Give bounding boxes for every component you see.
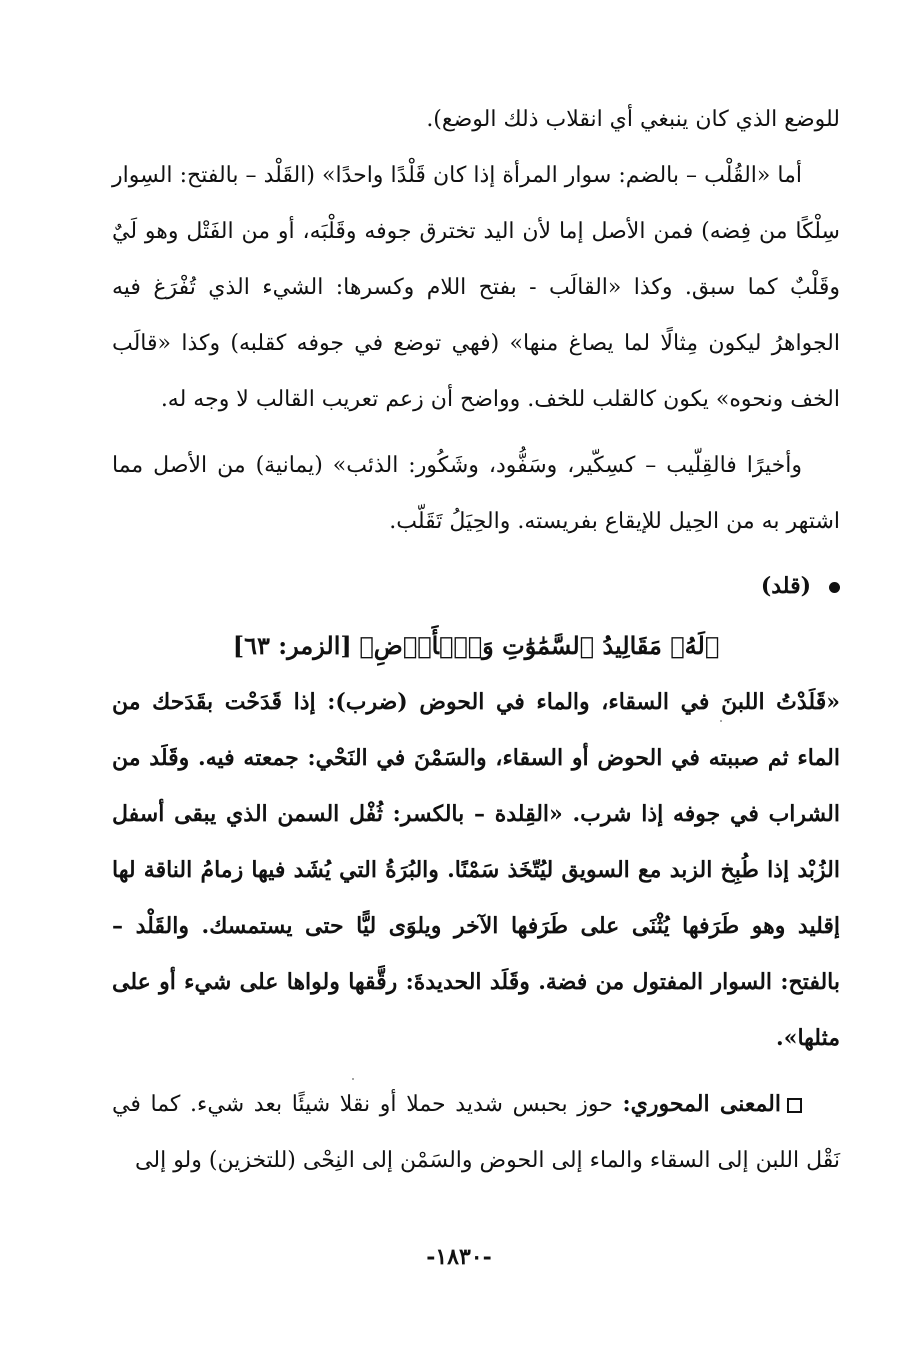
text-line: حوز بحبس شديد حملا أو نقلا شيئًا بعد شيء. كما في xyxy=(112,1092,613,1117)
section-title: (قلد) xyxy=(760,573,811,599)
text-line: للوضع الذي كان ينبغي أي انقلاب ذلك الوضع). xyxy=(426,107,840,132)
paragraph-qillib xyxy=(112,438,840,550)
text-line: إقليد وهو طَرَفها يُثْنَى على طَرَفها الآخر ويلوَى ليًّا حتى يستمسك. والقَلْد – xyxy=(112,913,840,939)
text-line: «قالَب الخف ونحوه» يكون كالقلب للخف. وواضح أن زعم تعريب القالب xyxy=(112,331,840,412)
text-line: بالفتح: السوار المفتول من فضة. وقَلَد الحديدةَ: رقَّقها ولواها على شيء أو على xyxy=(112,969,840,995)
core-meaning-label: المعنى المحوري: xyxy=(622,1091,781,1117)
speck xyxy=(720,720,722,722)
text-line: الشراب في جوفه إذا شرب. «القِلدة – بالكسر: ثُفْل السمن الذي يبقى أسفل xyxy=(112,801,840,827)
speck xyxy=(352,1078,354,1080)
text-line: وأخيرًا فالقِلّيب – كسِكّير، وسَفُّود، وشَكُور: الذئب» (يمانية) من الأصل xyxy=(153,453,802,478)
text-line: تُفْرَغ فيه الجواهرُ ليكون مِثالًا لما يصاغ منها» (فهي توضع في جوفه كقلبه) وكذا xyxy=(112,275,840,356)
square-box-icon xyxy=(787,1098,802,1113)
text-line: مما اشتهر به من الحِيل للإيقاع بفريسته. والحِيَلُ تَقَلّب. xyxy=(112,453,840,534)
body-text xyxy=(112,92,840,1189)
page-number: -١٨٣٠- xyxy=(426,1244,492,1270)
quran-verse xyxy=(112,618,840,674)
verse-text: ﴿لَهُۥ مَقَالِيدُ ٱلسَّمَٰوَٰتِ وَٱلۡأَرۡضِ﴾ xyxy=(359,631,720,660)
text-line: نَقْل اللبن إلى السقاء والماء إلى الحوض والسَمْن إلى النِحْى (للتخزين) ولو إلى xyxy=(135,1148,840,1173)
core-meaning-paragraph xyxy=(112,1076,840,1189)
bullet-icon xyxy=(829,582,840,593)
text-line: «قَلَدْتُ اللبنَ في السقاء، والماء في الحوض (ضرب): إذا قَدَحْت بقَدَحك xyxy=(152,689,840,715)
paragraph-continuation xyxy=(112,92,840,148)
text-line: السِوار سِلْكًا من فِضه) فمن الأصل إما لأن اليد تخترق جوفه وقَلْبَه، أو من xyxy=(112,163,840,244)
text-line: لا وجه له. xyxy=(160,387,249,412)
text-line: أما «القُلْب – بالضم: سوار المرأة إذا كان قَلْدًا واحدًا» (القَلْد – بالفتح: xyxy=(179,163,802,188)
paragraph-qalb xyxy=(112,148,840,428)
verse-reference: [الزمر: ٦٣] xyxy=(232,631,352,660)
text-line: مثلها». xyxy=(776,1025,840,1051)
text-line: من الماء ثم صببته في الحوض أو السقاء، والسَمْنَ في النَحْي: جمعته فيه. وقَلَد من xyxy=(112,689,840,771)
text-line: الزُبْد إذا طُبِخ الزبد مع السويق ليُتّخَذ سَمْنًا. والبُرَةُ التي يُشَد فيها زمامُ الناقة لها xyxy=(112,857,840,883)
section-heading xyxy=(112,558,840,614)
text-line: الفَتْل وهو لَيٌ وقَلْبٌ كما سبق. وكذا «القالَب - بفتح اللام وكسرها: الشيء الذي xyxy=(112,219,840,300)
definition-block xyxy=(112,674,840,1066)
